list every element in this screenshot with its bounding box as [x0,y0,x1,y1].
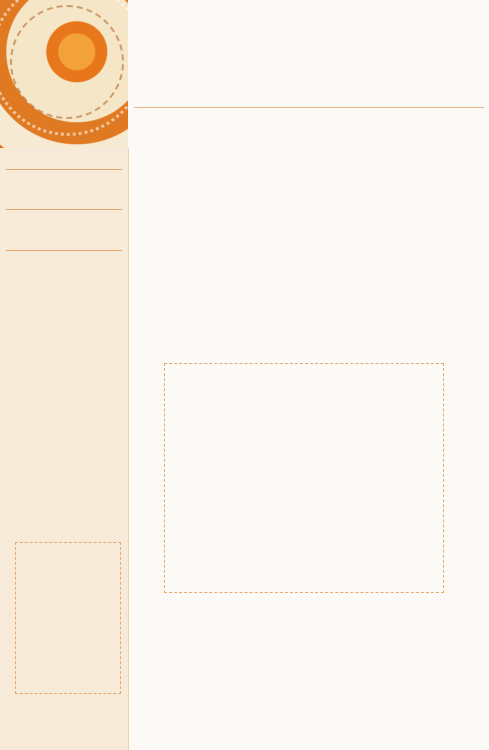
divider [6,209,122,210]
pattern-sketch [15,575,119,692]
title-underline [134,107,484,108]
divider [6,169,122,170]
scheme-1-diagram [164,363,442,591]
divider [6,250,122,251]
crochet-photo [0,0,128,148]
scheme-2-diagram [188,622,258,692]
